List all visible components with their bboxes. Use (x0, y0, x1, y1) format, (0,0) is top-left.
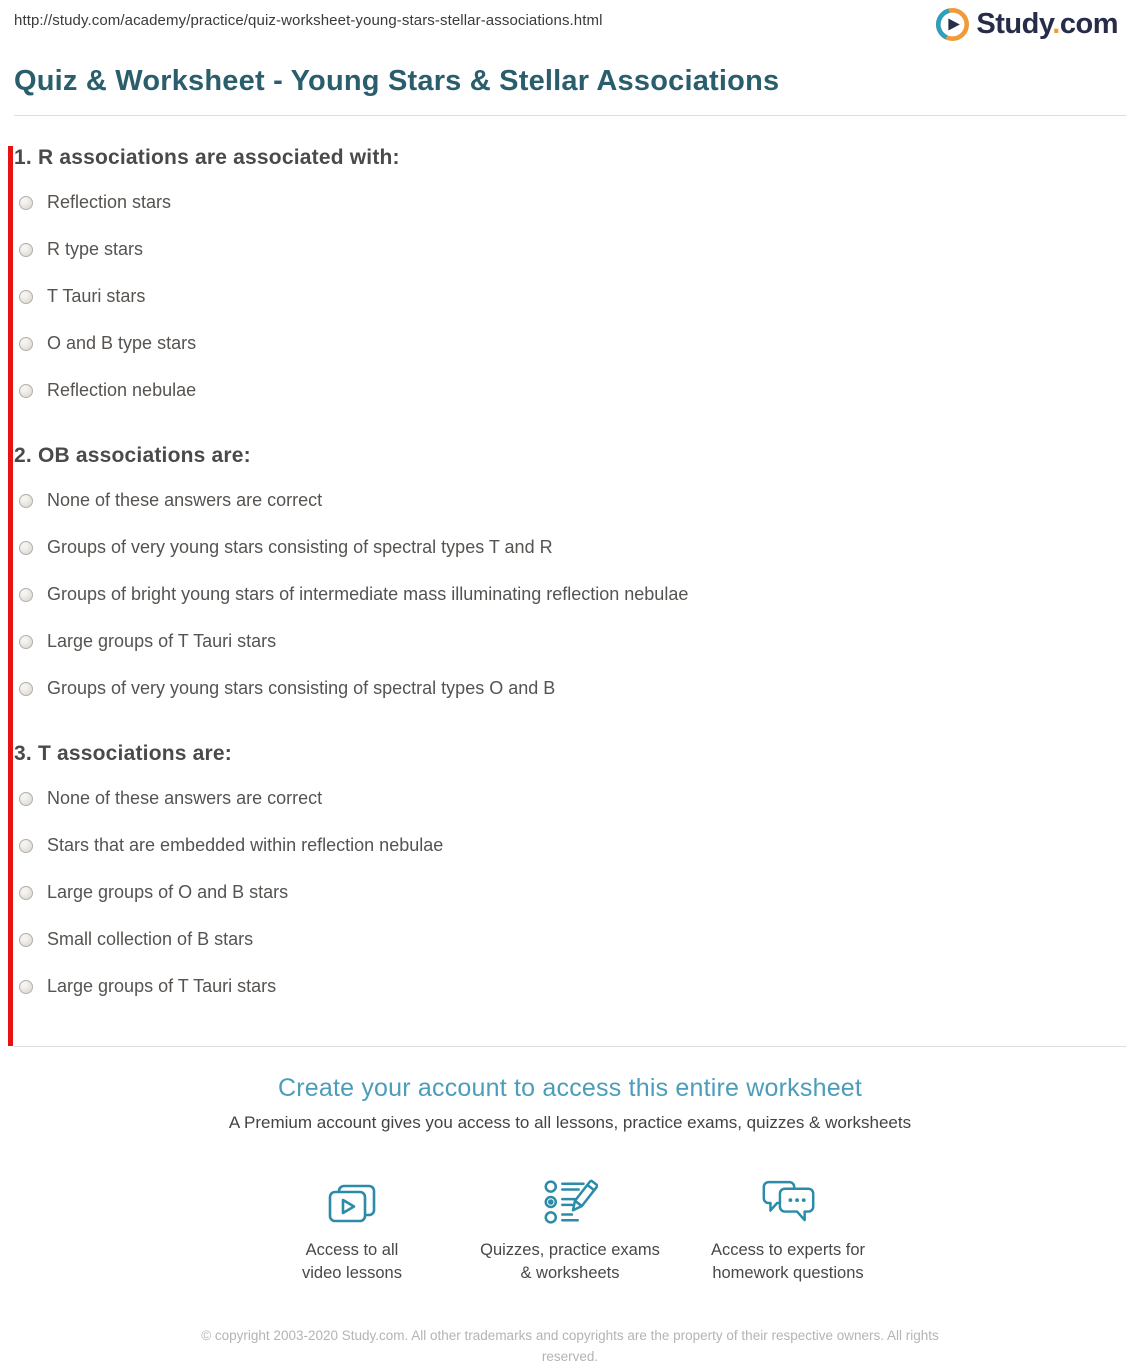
question-title: 3. T associations are: (14, 742, 232, 765)
answer-option[interactable] (14, 179, 1126, 226)
answer-option-label: Groups of very young stars consisting of spectral types T and R (47, 537, 553, 557)
play-circle-icon (936, 8, 969, 41)
answer-option[interactable] (14, 571, 1126, 618)
studycom-logo[interactable] (936, 8, 1118, 41)
feature-video-lessons (243, 1169, 461, 1286)
radio-button[interactable] (19, 337, 33, 351)
quiz-section (14, 146, 1126, 1046)
answer-option-label: Small collection of B stars (47, 929, 254, 949)
answer-option-label: Large groups of T Tauri stars (47, 631, 277, 651)
section-divider (14, 1046, 1126, 1047)
answer-option[interactable] (14, 273, 1126, 320)
question-1 (14, 146, 1126, 414)
radio-button[interactable] (19, 933, 33, 947)
radio-button[interactable] (19, 792, 33, 806)
answer-option[interactable] (14, 367, 1126, 414)
answer-option-label: Large groups of T Tauri stars (47, 976, 277, 996)
radio-button[interactable] (19, 886, 33, 900)
promo-heading: Create your account to access this entire worksheet (277, 1074, 863, 1102)
question-3 (14, 742, 1126, 1010)
feature-caption: Access to all video lessons (302, 1241, 402, 1283)
feature-quizzes-worksheets (461, 1169, 679, 1286)
quizzes-worksheets-icon (542, 1169, 598, 1227)
page-url: http://study.com/academy/practice/quiz-worksheet-young-stars-stellar-associations.html (14, 12, 603, 29)
answer-option-label: Stars that are embedded within reflection nebulae (47, 835, 444, 855)
radio-button[interactable] (19, 980, 33, 994)
question-title: 1. R associations are associated with: (14, 146, 400, 169)
answer-option[interactable] (14, 665, 1126, 712)
answer-option[interactable] (14, 822, 1126, 869)
answer-option-label: Large groups of O and B stars (47, 882, 289, 902)
logo-wordmark: Study.com (976, 8, 1118, 40)
radio-button[interactable] (19, 384, 33, 398)
radio-button[interactable] (19, 541, 33, 555)
answer-option[interactable] (14, 477, 1126, 524)
promo-subheading: A Premium account gives you access to all lessons, practice exams, quizzes & worksheets (228, 1113, 912, 1132)
answer-option[interactable] (14, 775, 1126, 822)
answer-option-label: Groups of bright young stars of intermediate mass illuminating reflection nebulae (47, 584, 689, 604)
copyright-notice: © copyright 2003-2020 Study.com. All other trademarks and copyrights are the property of their respective owners. All rights reserved. (201, 1327, 939, 1364)
answer-option[interactable] (14, 226, 1126, 273)
video-lessons-icon (326, 1169, 378, 1227)
answer-option-label: T Tauri stars (47, 286, 146, 306)
feature-expert-help (679, 1169, 897, 1286)
feature-list (14, 1169, 1126, 1286)
answer-option[interactable] (14, 320, 1126, 367)
answer-option-label: Groups of very young stars consisting of spectral types O and B (47, 678, 556, 698)
answer-option-label: Reflection stars (47, 192, 172, 212)
radio-button[interactable] (19, 588, 33, 602)
question-title: 2. OB associations are: (14, 444, 251, 467)
answer-option-label: None of these answers are correct (47, 490, 323, 510)
answer-option[interactable] (14, 963, 1126, 1010)
answer-option[interactable] (14, 869, 1126, 916)
radio-button[interactable] (19, 635, 33, 649)
radio-button[interactable] (19, 290, 33, 304)
radio-button[interactable] (19, 682, 33, 696)
title-divider (14, 115, 1126, 116)
answer-option-label: Reflection nebulae (47, 380, 197, 400)
feature-caption: Quizzes, practice exams & worksheets (480, 1241, 660, 1283)
radio-button[interactable] (19, 839, 33, 853)
experts-chat-icon (760, 1169, 817, 1227)
radio-button[interactable] (19, 494, 33, 508)
question-2 (14, 444, 1126, 712)
quiz-accent-bar (8, 146, 13, 1046)
radio-button[interactable] (19, 196, 33, 210)
page-title: Quiz & Worksheet - Young Stars & Stellar Associations (14, 65, 780, 97)
account-promo-section (14, 1074, 1126, 1286)
answer-option[interactable] (14, 916, 1126, 963)
answer-option-label: R type stars (47, 239, 144, 259)
answer-option-label: None of these answers are correct (47, 788, 323, 808)
answer-option[interactable] (14, 618, 1126, 665)
answer-option-label: O and B type stars (47, 333, 197, 353)
answer-option[interactable] (14, 524, 1126, 571)
feature-caption: Access to experts for homework questions (710, 1241, 866, 1283)
radio-button[interactable] (19, 243, 33, 257)
